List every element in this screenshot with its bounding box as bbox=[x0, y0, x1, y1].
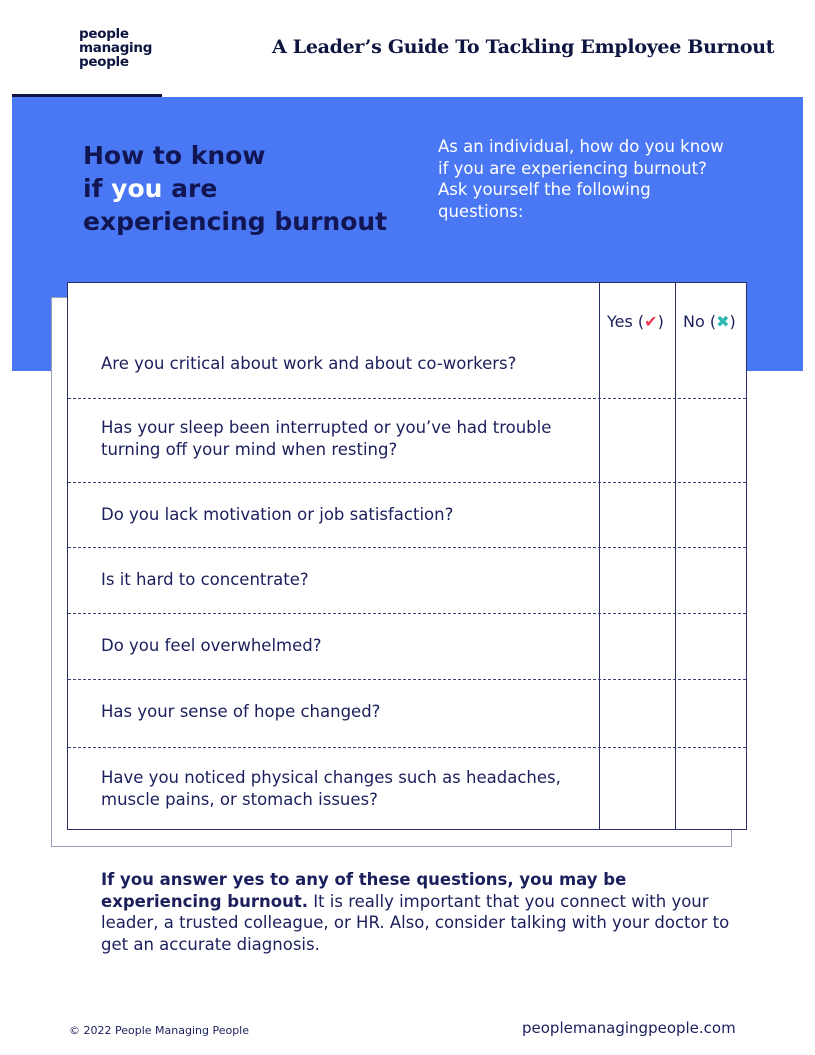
yes-close: ) bbox=[657, 312, 664, 331]
logo-line-2: managing bbox=[79, 40, 153, 56]
hero-title-pre: if bbox=[83, 174, 112, 203]
website-link[interactable]: peoplemanagingpeople.com bbox=[522, 1019, 736, 1037]
question-text: Do you feel overwhelmed? bbox=[101, 636, 322, 655]
cross-icon: ✖ bbox=[716, 312, 730, 331]
hero-title bbox=[83, 139, 423, 238]
hero-title-highlight: you bbox=[111, 174, 163, 203]
logo-line-1: people bbox=[79, 26, 129, 42]
conclusion-paragraph bbox=[101, 869, 741, 955]
logo-line-3: people bbox=[79, 54, 129, 70]
check-icon: ✔ bbox=[644, 312, 658, 331]
question-row[interactable] bbox=[68, 283, 746, 399]
conclusion-rest: It is really important that you connect with your leader, a trusted colleague, or HR. Also, consider talking with your doctor to get an accurate diagnosis. bbox=[101, 891, 730, 954]
question-row[interactable] bbox=[68, 483, 746, 548]
yes-label: Yes ( bbox=[607, 312, 645, 331]
question-text: Do you lack motivation or job satisfaction? bbox=[101, 505, 454, 524]
hero-title-line-3: experiencing burnout bbox=[83, 207, 388, 236]
question-row[interactable] bbox=[68, 748, 746, 829]
question-row[interactable] bbox=[68, 680, 746, 748]
question-text: Has your sleep been interrupted or you’ve had trouble turning off your mind when resting? bbox=[101, 418, 552, 459]
question-text: Is it hard to concentrate? bbox=[101, 570, 309, 589]
conclusion-bold: If you answer yes to any of these questions, you may be experiencing burnout. bbox=[101, 870, 627, 911]
no-label: No ( bbox=[683, 312, 717, 331]
question-text: Are you critical about work and about co-workers? bbox=[101, 354, 517, 373]
checklist-card bbox=[67, 282, 747, 830]
no-close: ) bbox=[729, 312, 736, 331]
hero-title-line-2 bbox=[83, 172, 423, 205]
question-text: Has your sense of hope changed? bbox=[101, 702, 381, 721]
document-title: A Leader’s Guide To Tackling Employee Burnout bbox=[272, 36, 775, 58]
question-text: Have you noticed physical changes such as headaches, muscle pains, or stomach issues? bbox=[101, 768, 561, 809]
logo[interactable] bbox=[79, 27, 189, 69]
hero-title-post: are bbox=[162, 174, 218, 203]
hero-intro: As an individual, how do you know if you are experiencing burnout? Ask yourself the following questions: bbox=[438, 137, 724, 221]
question-row[interactable] bbox=[68, 614, 746, 680]
question-row[interactable] bbox=[68, 548, 746, 614]
copyright: © 2022 People Managing People bbox=[69, 1024, 250, 1037]
hero-title-line-1: How to know bbox=[83, 141, 266, 170]
question-row[interactable] bbox=[68, 399, 746, 483]
